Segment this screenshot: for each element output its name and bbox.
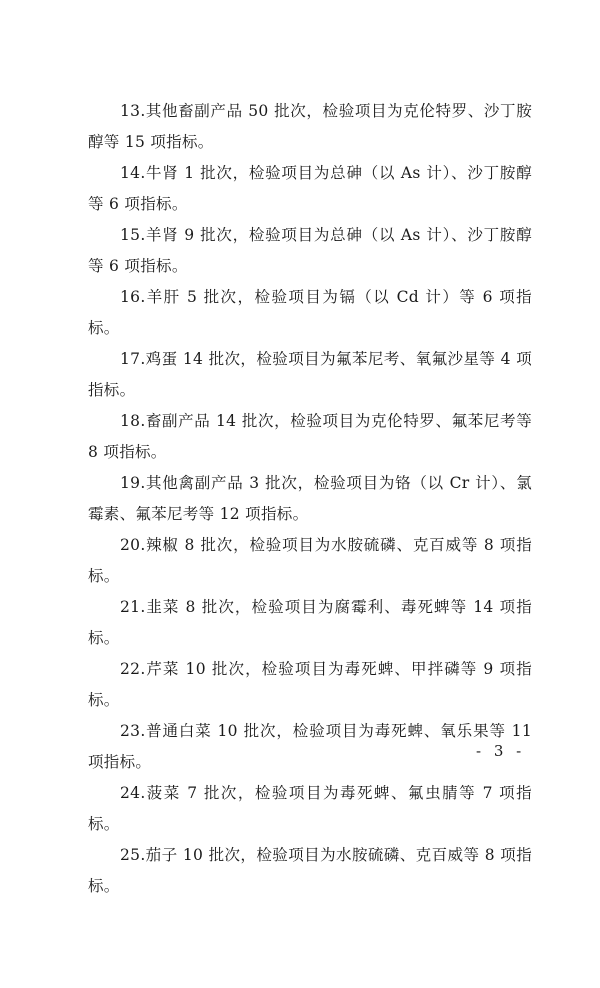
list-item: 21.韭菜 8 批次，检验项目为腐霉利、毒死蜱等 14 项指标。 — [88, 598, 532, 647]
list-item: 19.其他禽副产品 3 批次，检验项目为铬（以 Cr 计）、氯霉素、氟苯尼考等 12 项指标。 — [88, 474, 532, 523]
list-item: 25.茄子 10 批次，检验项目为水胺硫磷、克百威等 8 项指标。 — [88, 846, 532, 895]
list-item: 23.普通白菜 10 批次，检验项目为毒死蜱、氧乐果等 11 项指标。 — [88, 722, 532, 771]
list-item: 17.鸡蛋 14 批次，检验项目为氟苯尼考、氧氟沙星等 4 项指标。 — [88, 350, 532, 399]
list-item: 14.牛肾 1 批次，检验项目为总砷（以 As 计）、沙丁胺醇等 6 项指标。 — [88, 164, 532, 213]
list-item: 24.菠菜 7 批次，检验项目为毒死蜱、氟虫腈等 7 项指标。 — [88, 784, 532, 833]
inspection-list — [88, 96, 532, 902]
list-item: 22.芹菜 10 批次，检验项目为毒死蜱、甲拌磷等 9 项指标。 — [88, 660, 532, 709]
list-item: 20.辣椒 8 批次，检验项目为水胺硫磷、克百威等 8 项指标。 — [88, 536, 532, 585]
page-number: - 3 - — [476, 742, 526, 760]
list-item: 18.畜副产品 14 批次，检验项目为克伦特罗、氟苯尼考等 8 项指标。 — [88, 412, 532, 461]
list-item: 15.羊肾 9 批次，检验项目为总砷（以 As 计）、沙丁胺醇等 6 项指标。 — [88, 226, 532, 275]
list-item: 16.羊肝 5 批次，检验项目为镉（以 Cd 计）等 6 项指标。 — [88, 288, 532, 337]
list-item: 13.其他畜副产品 50 批次，检验项目为克伦特罗、沙丁胺醇等 15 项指标。 — [88, 102, 532, 151]
